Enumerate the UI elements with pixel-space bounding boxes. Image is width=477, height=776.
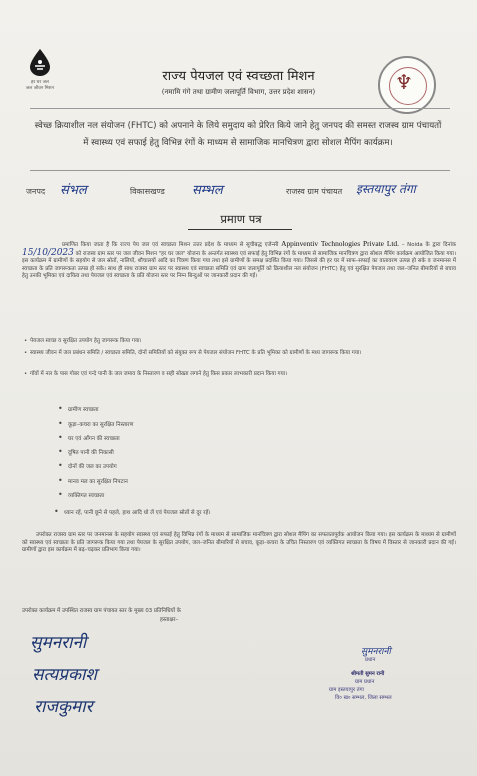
stamp-district: वि० ख० सम्भल, जिला सम्भल [335, 695, 392, 701]
topic-item: • ग्रामीण स्वच्छता [68, 405, 99, 413]
district-value: संभल [60, 183, 87, 198]
topic-item: • घर एवं आँगन की स्वच्छता [68, 434, 120, 442]
agency-name: Appinventiv Technologies Private Ltd. [281, 239, 399, 248]
up-govt-emblem [378, 56, 436, 114]
signature-2: सत्यप्रकाश [32, 665, 97, 685]
stamp-label: प्रधान [365, 657, 376, 663]
p1-lead: प्रमाणित किया जाता है कि राज्य पेय जल एवं स्वच्छता मिशन उत्तर प्रदेश के माध्यम से सूचीबद्ध एजेन्सी [62, 242, 279, 248]
topic-item: • दोनों की जल का उपयोग [68, 462, 117, 470]
emblem-icon: ♆ [395, 70, 413, 94]
district-label: जनपद [26, 187, 46, 196]
bullet-3: • गाँवों में नल के पास गोबर एवं गन्दे पानी के जल जमाव के निस्तारण व सही सोख्ता लगाने हेतु किस प्रकार लाभकारी प्रदान किया गया। [30, 371, 456, 378]
bullet-1: • पेयजल स्वच्छ व सुरक्षित उपयोग हेतु जागरूक किया गया। [30, 338, 456, 345]
bullet-2: • स्वास्थ्य जीवन में जल प्रबंधन समिति / स्वच्छता समिति, दोनों समितियों को संयुक्त रूप से पेयजल संयोजन FHTC के प्रति भूमिका को ग्रामीणों के मध्य जागरूक किया गया। [30, 350, 456, 357]
panchayat-value: इस्तयापुर तंगा [356, 182, 416, 196]
title-underline [188, 229, 292, 230]
topic-item: • दूषित पानी की निकासी [68, 448, 114, 456]
paragraph-2: उपरोक्त राजस्व ग्राम स्तर पर जनमानस के सहयोग स्वास्थ्य एवं सफाई हेतु विभिन्न रंगों के माध्यम से सामाजिक मानचित्रण द्वारा सोशल मैपिंग का सफलतापूर्वक आयोजन किया गया। इस कार्यक्रम के माध्यम से ग्रामीणों को स्वास्थ्य एवं स्वच्छता के प्रति जागरूक किया गया तथा पेयजल के सुरक्षित उपयोग, जल–जनित बीमारियों से बचाव, कूड़ा–कचरा के उचित निस्तारण एवं व्यक्तिगत स्वच्छता के विषय में विस्तार से जानकारी प्रदान की गई। ग्रामीणों द्वारा इस कार्यक्रम में बढ़–चढ़कर प्रतिभाग किया गया। [22, 532, 456, 554]
stamp-initials: सुमनरानी [361, 647, 391, 657]
paragraph-1 [22, 240, 456, 281]
event-date: 15/10/2023 [22, 247, 74, 258]
paragraph-3: उपरोक्त कार्यक्रम में उपस्थित राजस्व ग्राम पंचायत स्तर के मुख्य 03 प्रतिनिधियों के [22, 608, 181, 614]
pradhan-stamp [327, 648, 437, 702]
org-title: राज्य पेयजल एवं स्वच्छता मिशन [162, 69, 315, 84]
topic-item: • व्यक्तिगत स्वच्छता [68, 491, 104, 499]
signatures-heading: हस्ताक्षर– [160, 617, 179, 623]
stamp-name: श्रीमती सुमन रानी [351, 671, 385, 677]
block-value: सम्भल [192, 183, 223, 198]
org-subtitle: (नमामि गंगे तथा ग्रामीण जलापूर्ति विभाग, उत्तर प्रदेश शासन) [161, 88, 316, 96]
signature-3: राजकुमार [34, 697, 93, 717]
header-divider [30, 108, 450, 109]
stamp-role: ग्राम प्रधान [355, 679, 375, 685]
signature-1: सुमनरानी [30, 633, 87, 653]
stamp-place: ग्राम इस्तयापुर तंगा [329, 687, 364, 693]
panchayat-label: राजस्व ग्राम पंचायत [286, 187, 343, 196]
logo-caption: हर घर जल जल जीवन मिशन [25, 80, 55, 91]
p1-rest: को राजस्व ग्राम स्तर पर जल जीवन मिशन "हर घर जल" योजना के अन्तर्गत स्वास्थ्य एवं सफाई हेतु विभिन्न रंगों के माध्यम से सामाजिक मानचित्रण द्वारा सोशल मैपिंग कार्यक्रम आयोजित किया गया। इस कार्यक्रम में ग्रामीणों के सहयोग से जल स्रोतों, नालियों, शौचालयों आदि का चित्रण किया गया तथा इसे ग्रामीणों के समक्ष प्रदर्शित किया गया। जिससे की हर घर में साफ–सफाई का वातावरण उत्पन्न हो सके व जनमानस में स्वच्छता के प्रति जागरूकता उत्पन्न हो सके। साथ ही साथ राजस्व ग्राम स्तर पर स्वास्थ्य एवं स्वच्छता समिति एवं ग्राम जलापूर्ति को क्रियाशील नल संयोजन (FHTC) हेतु एवं सुरक्षित पेयजल तथा जल–जनित बीमारियों से बचाव हेतु उनकी भूमिका एवं दायित्व तथा पेयजल एवं स्वच्छता के प्रति योजना स्तर पर निम्न बिन्दुओं पर जानकारी प्रदान की गई। [22, 250, 456, 280]
star-note: • ध्यान रहें, पानी छूने से पहले, हाथ आदि धो लें एवं पेयजल स्रोतों से दूर रहें। [64, 508, 211, 516]
topic-item: • मानव मल का सुरक्षित निपटान [68, 477, 128, 485]
location-fields [20, 180, 460, 204]
certificate-title: प्रमाण पत्र [220, 212, 262, 226]
program-banner: स्वेच्छ क्रियाशील नल संयोजन (FHTC) को अपनाने के लिये समुदाय को प्रेरित किये जाने हेतु जनपद की समस्त राजस्व ग्राम पंचायतों में स्वास्थ्य एवं सफाई हेतु विभिन्न रंगों के माध्यम से सामाजिक मानचित्रण द्वारा सोशल मैपिंग कार्यक्रम। [34, 121, 442, 148]
p1-noida: – Noida के द्वारा दिनांक [401, 242, 457, 248]
topic-item: • कूड़ा–कचरा का सुरक्षित निस्तारण [68, 420, 134, 428]
block-label: विकासखण्ड [130, 187, 165, 196]
banner-divider [30, 170, 450, 171]
